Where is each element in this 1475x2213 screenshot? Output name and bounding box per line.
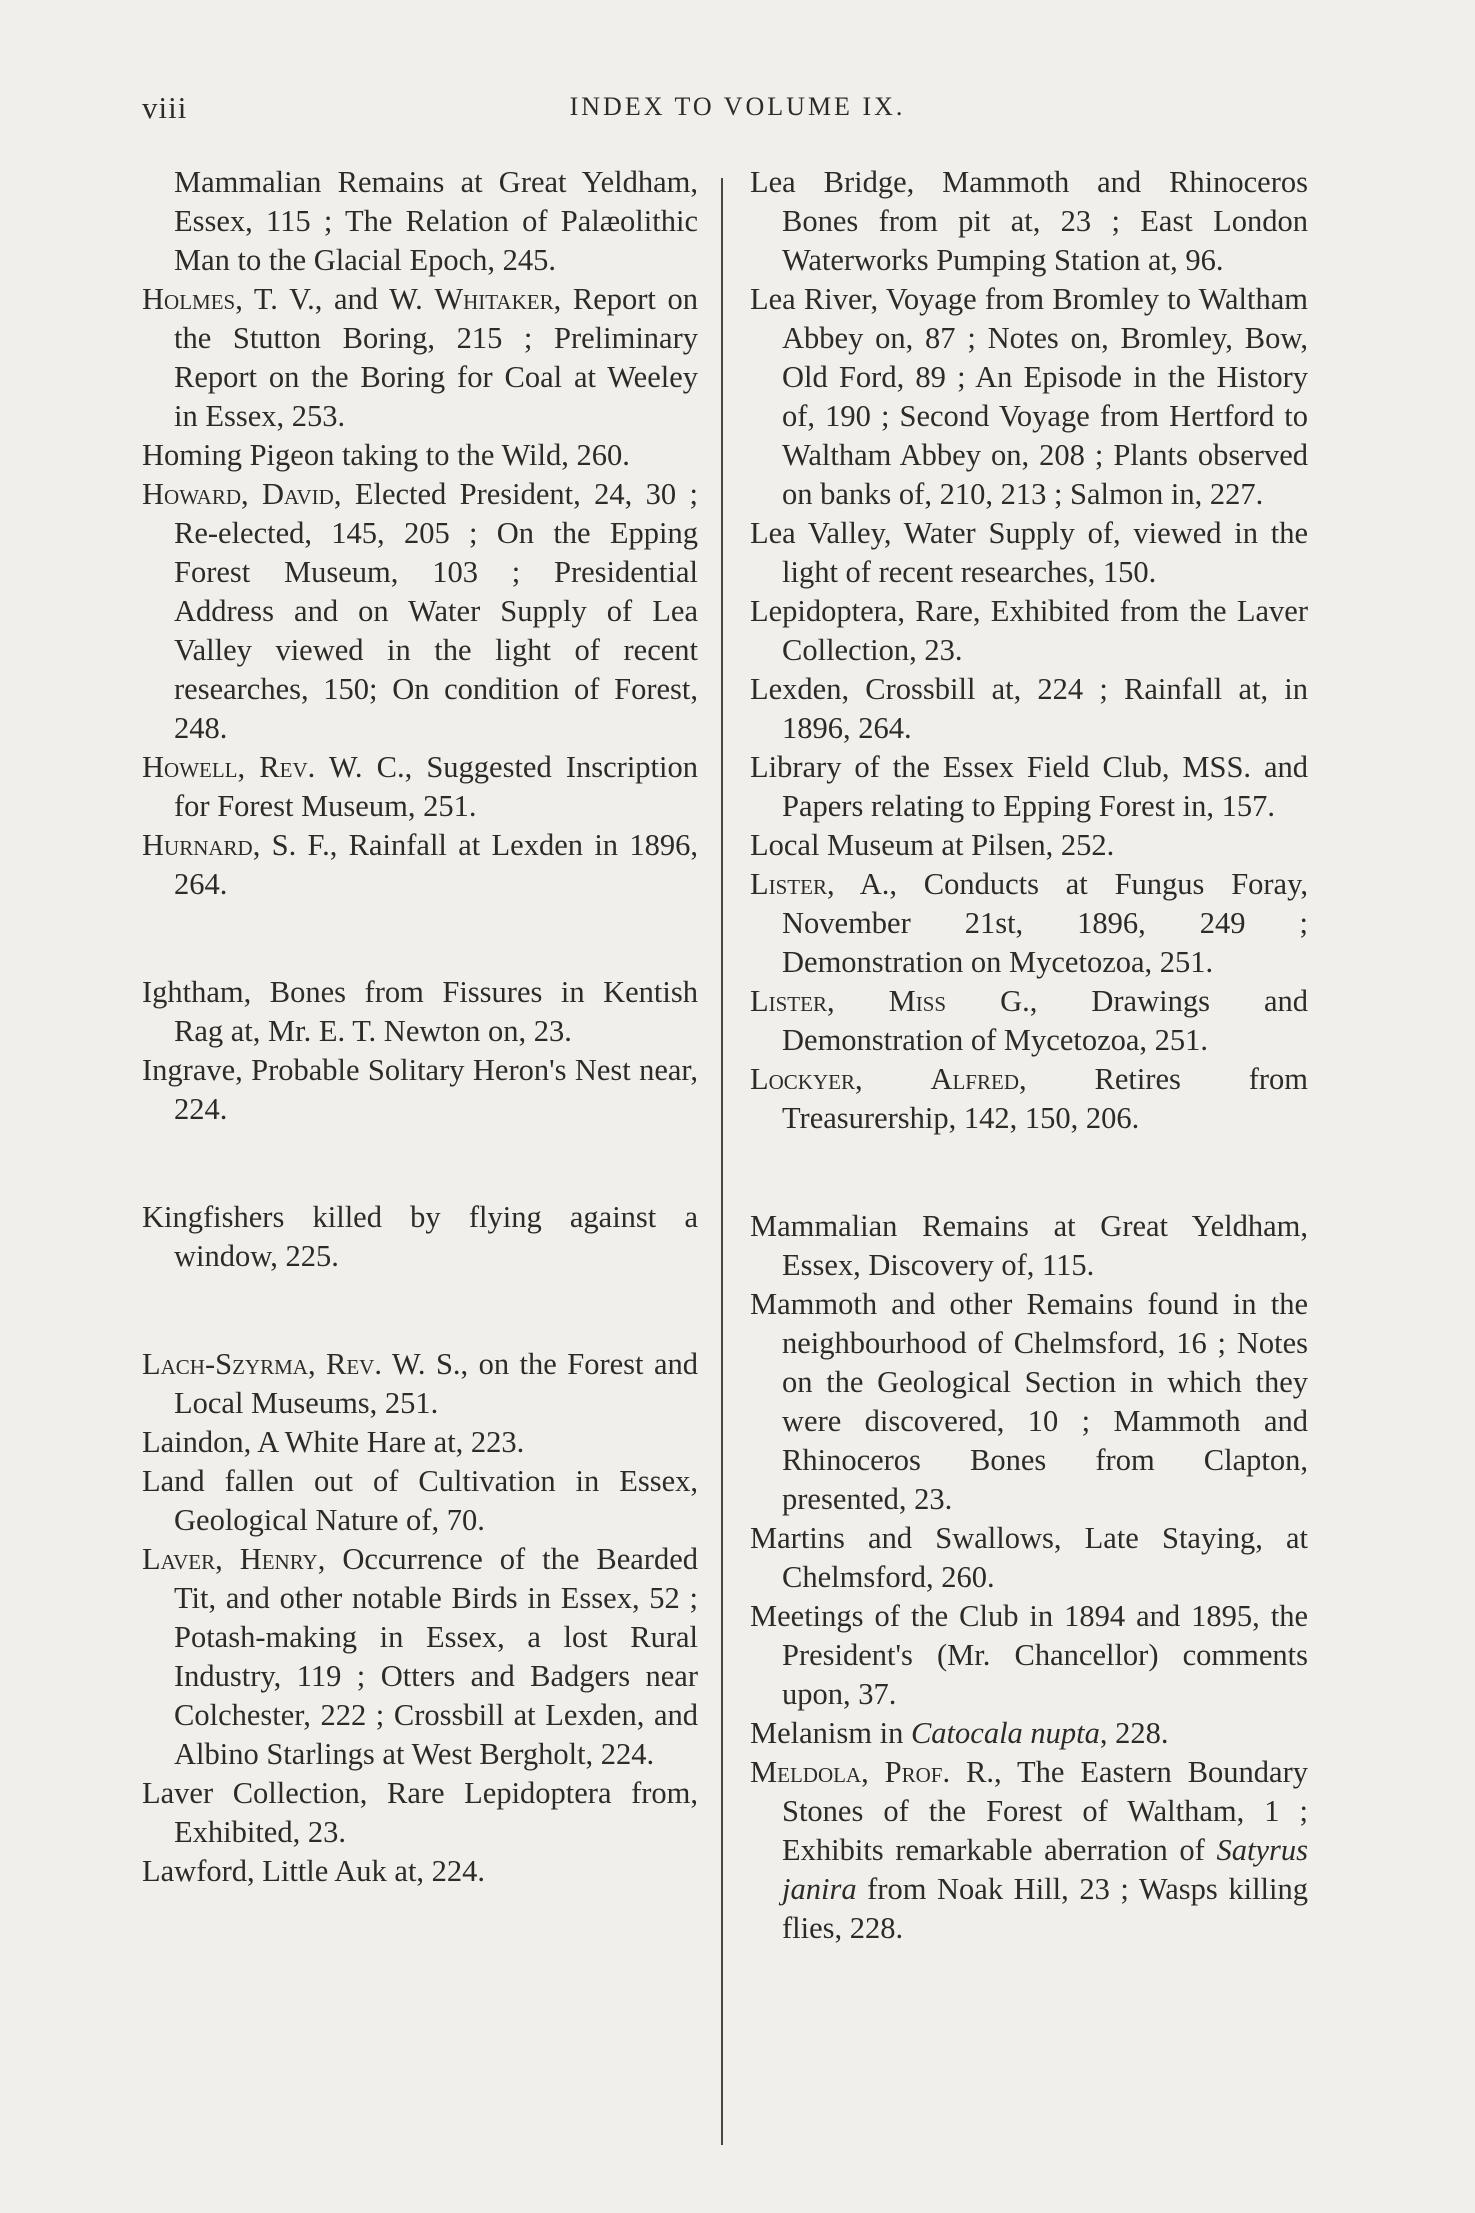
index-entry: Mammalian Remains at Great Yeldham, Essex, 115 ; The Relation of Palæolithic Man to the Glacial Epoch, 245. — [174, 165, 698, 277]
index-entry: Lexden, Crossbill at, 224 ; Rainfall at, in 1896, 264. — [750, 672, 1308, 745]
page-number: viii — [142, 90, 188, 125]
index-entry: Hurnard, S. F., Rainfall at Lexden in 1896, 264. — [142, 828, 698, 901]
index-entry: Meetings of the Club in 1894 and 1895, the President's (Mr. Chancellor) comments upon, 37. — [750, 1599, 1308, 1711]
index-entry: Homing Pigeon taking to the Wild, 260. — [142, 438, 630, 472]
index-entry: Land fallen out of Cultivation in Essex, Geological Nature of, 70. — [142, 1464, 698, 1537]
index-entry: Lea Bridge, Mammoth and Rhinoceros Bones from pit at, 23 ; East London Waterworks Pumping Station at, 96. — [750, 165, 1308, 277]
index-entry: Mammoth and other Remains found in the neighbourhood of Chelmsford, 16 ; Notes on the Geological Section in which they were discovered, 10 ; Mammoth and Rhinoceros Bones from Clapton, presented, 23. — [750, 1287, 1308, 1516]
index-entry: Lea River, Voyage from Bromley to Waltham Abbey on, 87 ; Notes on, Bromley, Bow, Old Ford, 89 ; An Episode in the History of, 190 ; Second Voyage from Hertford to Waltham Abbey on, 208 ; Plants observed on banks of, 210, 213 ; Salmon in, 227. — [750, 282, 1308, 511]
letter-group-gap — [142, 1129, 698, 1198]
left-column — [142, 163, 698, 1891]
index-entry: Lach-Szyrma, Rev. W. S., on the Forest and Local Museums, 251. — [142, 1347, 698, 1420]
index-entry: Ingrave, Probable Solitary Heron's Nest near, 224. — [142, 1053, 698, 1126]
index-entry: Kingfishers killed by flying against a window, 225. — [142, 1200, 698, 1273]
letter-group-gap — [142, 1276, 698, 1345]
index-entry: Meldola, Prof. R., The Eastern Boundary Stones of the Forest of Waltham, 1 ; Exhibits remarkable aberration of Satyrus janira from Noak Hill, 23 ; Wasps killing flies, 228. — [750, 1755, 1308, 1945]
index-entry: Laver, Henry, Occurrence of the Bearded Tit, and other notable Birds in Essex, 52 ; Potash-making in Essex, a lost Rural Industry, 119 ; Otters and Badgers near Colchester, 222 ; Crossbill at Lexden, and Albino Starlings at West Bergholt, 224. — [142, 1542, 699, 1771]
page-header — [0, 84, 1475, 134]
index-entry: Howard, David, Elected President, 24, 30 ; Re-elected, 145, 205 ; On the Epping Forest Museum, 103 ; Presidential Address and on Water Supply of Lea Valley viewed in the light of recent researches, 150; On condition of Forest, 248. — [142, 477, 698, 745]
index-entry: Local Museum at Pilsen, 252. — [750, 828, 1115, 862]
index-entry: Lister, A., Conducts at Fungus Foray, November 21st, 1896, 249 ; Demonstration on Mycetozoa, 251. — [750, 867, 1308, 979]
running-title: INDEX TO VOLUME IX. — [569, 92, 906, 121]
index-entry: Laindon, A White Hare at, 223. — [142, 1425, 525, 1459]
index-entry: Lockyer, Alfred, Retires from Treasurership, 142, 150, 206. — [750, 1062, 1309, 1135]
letter-group-gap — [142, 904, 698, 973]
column-divider — [721, 178, 723, 2145]
index-entry: Melanism in Catocala nupta, 228. — [750, 1716, 1169, 1750]
index-entry: Laver Collection, Rare Lepidoptera from, Exhibited, 23. — [142, 1776, 698, 1849]
index-entry: Lister, Miss G., Drawings and Demonstration of Mycetozoa, 251. — [750, 984, 1309, 1057]
index-entry: Lawford, Little Auk at, 224. — [142, 1854, 486, 1888]
index-entry: Mammalian Remains at Great Yeldham, Essex, Discovery of, 115. — [750, 1209, 1308, 1282]
index-entry: Martins and Swallows, Late Staying, at Chelmsford, 260. — [750, 1521, 1308, 1594]
index-entry: Library of the Essex Field Club, MSS. and Papers relating to Epping Forest in, 157. — [750, 750, 1308, 823]
right-column — [750, 163, 1308, 1948]
index-entry: Holmes, T. V., and W. Whitaker, Report on the Stutton Boring, 215 ; Preliminary Report on the Boring for Coal at Weeley in Essex, 253. — [142, 282, 698, 433]
index-entry: Lea Valley, Water Supply of, viewed in the light of recent researches, 150. — [750, 516, 1308, 589]
index-entry: Lepidoptera, Rare, Exhibited from the Laver Collection, 23. — [750, 594, 1308, 667]
index-entry: Howell, Rev. W. C., Suggested Inscription for Forest Museum, 251. — [142, 750, 699, 823]
letter-group-gap — [750, 1138, 1308, 1207]
index-entry: Ightham, Bones from Fissures in Kentish Rag at, Mr. E. T. Newton on, 23. — [142, 975, 698, 1048]
